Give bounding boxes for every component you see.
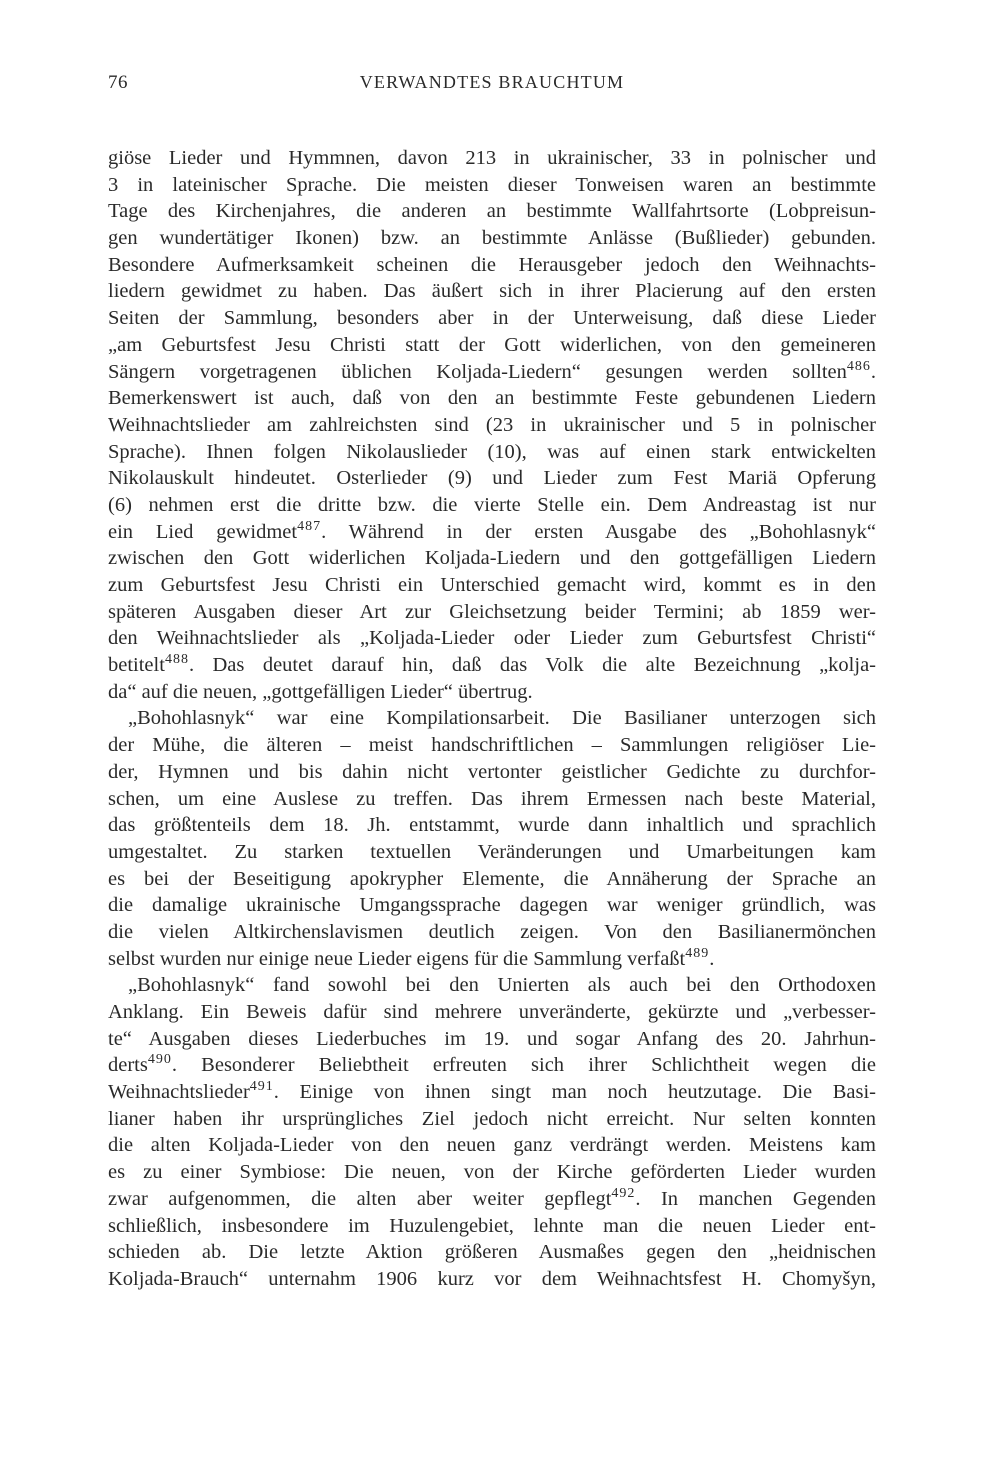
text-line: [108, 519, 876, 546]
body-text: [108, 145, 876, 1293]
text-line: [108, 1213, 876, 1240]
line-text: giöse Lieder und Hymmnen, davon 213 in ukrainischer, 33 in polnischer und: [108, 147, 876, 169]
line-text: Seiten der Sammlung, besonders aber in der Unterweisung, daß diese Lieder: [108, 307, 876, 330]
text-line: [108, 412, 876, 439]
text-line: [108, 732, 876, 759]
text-line: [108, 652, 876, 679]
line-text: zum Geburtsfest Jesu Christi ein Unterschied gemacht wird, kommt es in den: [108, 574, 876, 596]
text-line: [108, 439, 876, 466]
page-number: 76: [108, 72, 128, 93]
line-text: Sprache). Ihnen folgen Nikolauslieder (10), was auf einen stark entwickelten: [108, 440, 876, 463]
text-line: [108, 812, 876, 839]
line-text: schen, um eine Auslese zu treffen. Das ihrem Ermessen nach beste Material,: [108, 787, 876, 810]
footnote-ref[interactable]: 492: [611, 1185, 636, 1201]
text-line: [108, 919, 876, 946]
line-text: Weihnachtslieder am zahlreichsten sind (23 in ukrainischer und 5 in polnischer: [108, 413, 876, 436]
line-text: te“ Ausgaben dieses Liederbuches im 19. und sogar Anfang des 20. Jahrhun-: [108, 1027, 876, 1050]
text-line: [108, 572, 876, 599]
line-text: (6) nehmen erst die dritte bzw. die vierte Stelle ein. Dem Andreastag ist nur: [108, 493, 876, 516]
line-text: ein Lied gewidmet: [108, 520, 298, 543]
line-text: „Bohohlasnyk“ fand sowohl bei den Unierten als auch bei den Orthodoxen: [128, 974, 876, 997]
line-text: den Weihnachtslieder als „Koljada-Lieder oder Lieder zum Geburtsfest Christi“: [108, 627, 876, 650]
line-text: .: [709, 947, 715, 970]
line-text: schließlich, insbesondere im Huzulengebiet, lehnte man die neuen Lieder ent-: [108, 1214, 876, 1237]
text-line: [108, 839, 876, 866]
line-text: Weihnachtslieder: [108, 1081, 250, 1104]
text-line: [108, 1186, 876, 1213]
text-line: [108, 492, 876, 519]
line-text: selbst wurden nur einige neue Lieder eigens für die Sammlung verfaßt: [108, 947, 686, 970]
text-line: [108, 759, 876, 786]
text-line: [108, 999, 876, 1026]
text-line: [108, 225, 876, 252]
line-text: späteren Ausgaben dieser Art zur Gleichsetzung beider Termini; ab 1859 wer-: [108, 600, 876, 623]
footnote-ref[interactable]: 490: [147, 1052, 172, 1068]
text-line: [108, 172, 876, 199]
line-text: gen wundertätiger Ikonen) bzw. an bestimmte Anlässe (Bußlieder) gebunden.: [108, 227, 876, 250]
footnote-ref[interactable]: 488: [164, 652, 189, 668]
text-line: [108, 465, 876, 492]
text-line: [108, 385, 876, 412]
line-text: das größtenteils dem 18. Jh. entstammt, wurde dann inhaltlich und sprachlich: [108, 814, 876, 837]
text-line: [108, 145, 876, 172]
text-line: [108, 252, 876, 279]
footnote-ref[interactable]: 486: [846, 358, 871, 374]
line-text: zwischen den Gott widerlichen Koljada-Liedern und den gottgefälligen Liedern: [108, 547, 876, 570]
line-text: die alten Koljada-Lieder von den neuen ganz verdrängt werden. Meistens kam: [108, 1134, 876, 1157]
text-line: [108, 786, 876, 813]
text-line: [108, 946, 876, 973]
line-text: derts: [108, 1054, 148, 1077]
line-text: Sängern vorgetragenen üblichen Koljada-Liedern“ gesungen werden sollten: [108, 360, 847, 383]
line-text: es bei der Beseitigung apokrypher Elemente, die Annäherung der Sprache an: [108, 867, 876, 890]
text-line: [108, 892, 876, 919]
line-text: lianer haben ihr ursprüngliches Ziel jedoch nicht erreicht. Nur selten konnten: [108, 1107, 876, 1130]
line-text: die damalige ukrainische Umgangssprache dagegen war weniger gründlich, was: [108, 894, 876, 917]
running-head: [108, 72, 876, 104]
text-line: [108, 1132, 876, 1159]
line-text: die vielen Altkirchenslavismen deutlich zeigen. Von den Basilianermönchen: [108, 920, 876, 943]
line-text: Besondere Aufmerksamkeit scheinen die Herausgeber jedoch den Weihnachts-: [108, 253, 876, 276]
line-text: . Das deutet darauf hin, daß das Volk die alte Bezeichnung „kolja-: [188, 654, 876, 677]
line-text: . Einige von ihnen singt man noch heutzutage. Die Basi-: [273, 1081, 876, 1104]
line-text: Bemerkenswert ist auch, daß von den an bestimmte Feste gebundenen Liedern: [108, 387, 876, 410]
text-line: [108, 359, 876, 386]
text-line: [108, 679, 876, 706]
running-title: VERWANDTES BRAUCHTUM: [359, 72, 625, 92]
line-text: . Besonderer Beliebtheit erfreuten sich ihrer Schlichtheit wegen die: [171, 1054, 876, 1077]
text-line: [108, 1106, 876, 1133]
line-text: Tage des Kirchenjahres, die anderen an bestimmte Wallfahrtsorte (Lobpreisun-: [108, 200, 876, 223]
text-line: [108, 545, 876, 572]
text-line: [108, 198, 876, 225]
footnote-ref[interactable]: 491: [249, 1079, 274, 1095]
line-text: Anklang. Ein Beweis dafür sind mehrere unveränderte, gekürzte und „verbesser-: [108, 1001, 876, 1023]
text-line: [108, 705, 876, 732]
line-text: „am Geburtsfest Jesu Christi statt der Gott widerlichen, von den gemeineren: [108, 333, 876, 356]
line-text: der, Hymnen und bis dahin nicht vertonter geistlicher Gedichte zu durchfor-: [108, 760, 876, 783]
text-line: [108, 599, 876, 626]
text-line: [108, 305, 876, 332]
line-text: . In manchen Gegenden: [635, 1187, 876, 1210]
text-line: [108, 1026, 876, 1053]
footnote-ref[interactable]: 489: [685, 945, 710, 961]
line-text: . Während in der ersten Ausgabe des „Bohohlasnyk“: [321, 520, 877, 543]
line-text: 3 in lateinischer Sprache. Die meisten dieser Tonweisen waren an bestimmte: [108, 173, 876, 196]
line-text: es zu einer Symbiose: Die neuen, von der Kirche geförderten Lieder wurden: [108, 1161, 876, 1184]
text-line: [108, 972, 876, 999]
text-line: [108, 866, 876, 893]
line-text: schieden ab. Die letzte Aktion größeren Ausmaßes gegen den „heidnischen: [108, 1241, 876, 1264]
text-line: [108, 332, 876, 359]
line-text: zwar aufgenommen, die alten aber weiter gepflegt: [108, 1187, 612, 1210]
line-text: „Bohohlasnyk“ war eine Kompilationsarbeit. Die Basilianer unterzogen sich: [128, 707, 876, 730]
line-text: umgestaltet. Zu starken textuellen Veränderungen und Umarbeitungen kam: [108, 840, 876, 863]
line-text: Koljada-Brauch“ unternahm 1906 kurz vor dem Weihnachtsfest H. Chomyšyn,: [108, 1267, 876, 1290]
text-line: [108, 625, 876, 652]
line-text: betitelt: [108, 654, 165, 677]
text-line: [108, 278, 876, 305]
text-line: [108, 1052, 876, 1079]
line-text: da“ auf die neuen, „gottgefälligen Lieder“ übertrug.: [108, 680, 533, 703]
text-line: [108, 1266, 876, 1293]
line-text: Nikolauskult hindeutet. Osterlieder (9) und Lieder zum Fest Mariä Opferung: [108, 467, 876, 490]
line-text: .: [870, 360, 876, 383]
line-text: liedern gewidmet zu haben. Das äußert sich in ihrer Placierung auf den ersten: [108, 280, 876, 303]
text-line: [108, 1159, 876, 1186]
footnote-ref[interactable]: 487: [297, 518, 322, 534]
text-line: [108, 1239, 876, 1266]
text-line: [108, 1079, 876, 1106]
line-text: der Mühe, die älteren – meist handschriftlichen – Sammlungen religiöser Lie-: [108, 734, 876, 757]
